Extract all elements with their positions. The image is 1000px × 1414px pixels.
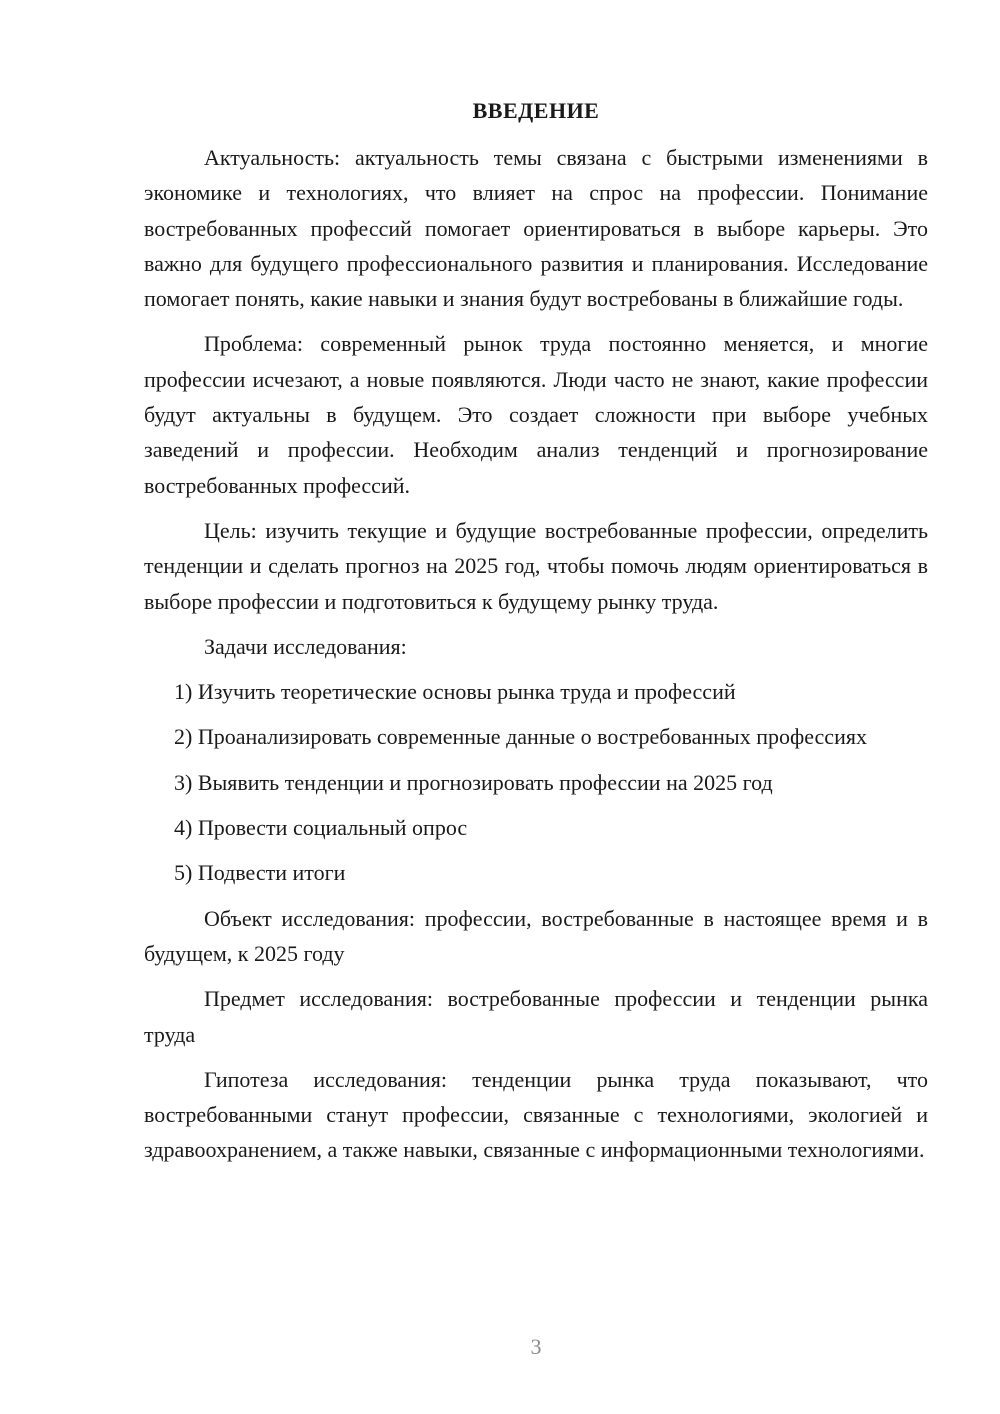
task-item-3: 3) Выявить тенденции и прогнозировать профессии на 2025 год: [174, 769, 773, 795]
hypothesis-paragraph: Гипотеза исследования: тенденции рынка труда показывают, что востребованными станут профессии, связанные с технологиями, экологией и здравоохранением, а также навыки, связанные с информационными технологиями.: [144, 1066, 928, 1163]
problem-paragraph: Проблема: современный рынок труда постоянно меняется, и многие профессии исчезают, а новые появляются. Люди часто не знают, какие профессии будут актуальны в будущем. Это создает сложности при выборе учебных заведений и профессии. Необходим анализ тенденций и прогнозирование востребованных профессий.: [144, 331, 928, 498]
task-item-4: 4) Провести социальный опрос: [174, 815, 468, 841]
task-item-1: 1) Изучить теоретические основы рынка труда и профессий: [174, 679, 736, 705]
document-body: [144, 96, 928, 1178]
section-title: ВВЕДЕНИЕ: [472, 98, 600, 123]
goal-paragraph: Цель: изучить текущие и будущие востребованные профессии, определить тенденции и сделать прогноз на 2025 год, чтобы помочь людям ориентироваться в выборе профессии и подготовиться к будущему рынку труда.: [144, 517, 928, 614]
tasks-heading: Задачи исследования:: [204, 633, 407, 659]
page-number: 3: [530, 1334, 542, 1359]
subject-paragraph: Предмет исследования: востребованные профессии и тенденции рынка труда: [144, 986, 928, 1047]
task-item-2: 2) Проанализировать современные данные о востребованных профессиях: [174, 724, 867, 750]
object-paragraph: Объект исследования: профессии, востребованные в настоящее время и в будущем, к 2025 году: [144, 905, 928, 966]
relevance-paragraph: Актуальность: актуальность темы связана с быстрыми изменениями в экономике и технологиях, что влияет на спрос на профессии. Понимание востребованных профессий помогает ориентироваться в выборе карьеры. Это важно для будущего профессионального развития и планирования. Исследование помогает понять, какие навыки и знания будут востребованы в ближайшие годы.: [144, 145, 928, 312]
task-item-5: 5) Подвести итоги: [174, 860, 346, 886]
